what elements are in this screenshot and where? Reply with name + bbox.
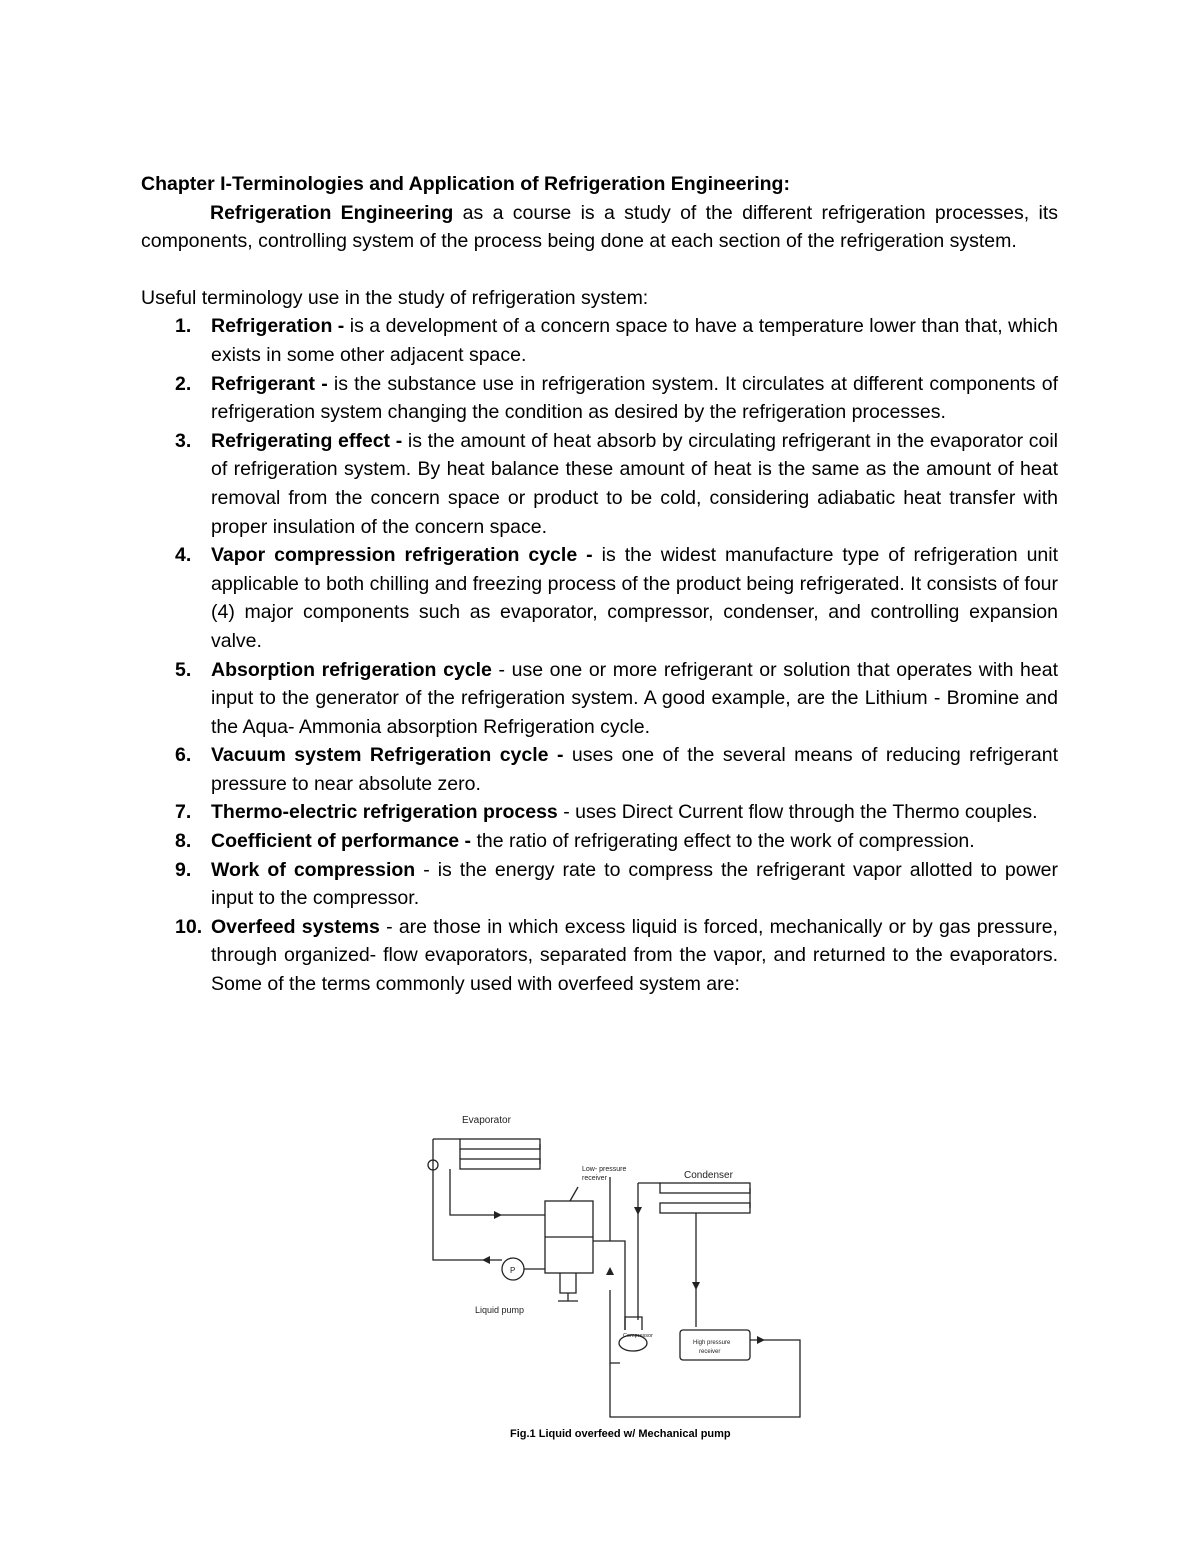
evaporator-coil — [460, 1139, 540, 1169]
list-item-number: 9. — [175, 858, 192, 881]
list-item-number: 3. — [175, 429, 192, 452]
low-pressure-receiver-label-1: Low- pressure — [582, 1166, 627, 1173]
list-item-number: 10. — [175, 915, 203, 938]
intro-text: as a course is a study of the different refrigeration processes, its components, controlling system of the process being done at each section of the refrigeration system. — [141, 201, 1058, 253]
list-item-term: Thermo-electric refrigeration process — [211, 801, 558, 824]
list-item — [141, 370, 1058, 427]
evaporator-label: Evaporator — [462, 1115, 511, 1126]
list-item-term: Refrigerant - — [211, 372, 334, 395]
list-item-text: - is the energy rate to compress the refrigerant vapor allotted to power input to the compressor. — [211, 858, 1059, 910]
condenser-coil — [660, 1183, 750, 1213]
intro-term: Refrigeration Engineering — [210, 201, 454, 224]
evaporator-return-line — [450, 1169, 545, 1215]
list-item-term: Refrigeration - — [211, 315, 350, 338]
list-item-text: is the widest manufacture type of refrigeration unit applicable to both chilling and freezing process of the product being refrigerated. It consists of four (4) major components such as evaporator, compressor, condenser, and controlling expansion valve. — [211, 544, 1059, 652]
pump-symbol: P — [510, 1266, 516, 1275]
receiver-sump — [560, 1273, 576, 1293]
list-item-text: is a development of a concern space to have a temperature lower than that, which exists in some other adjacent space. — [211, 315, 1059, 366]
liquid-pump-label: Liquid pump — [475, 1305, 525, 1315]
list-item-term: Coefficient of performance - — [211, 830, 477, 853]
list-item-text: is the substance use in refrigeration system. It circulates at different components of refrigeration system changing the condition as desired by the refrigeration processes. — [211, 372, 1058, 424]
list-item-number: 8. — [175, 830, 192, 853]
document-body — [141, 170, 1058, 999]
list-item-number: 5. — [175, 658, 192, 681]
list-item-term: Overfeed systems — [211, 915, 380, 938]
high-pressure-receiver-label-1: High pressure — [693, 1340, 731, 1346]
compressor-suction-line — [610, 1290, 620, 1363]
low-pressure-receiver-label-2: receiver — [582, 1175, 607, 1182]
compressor-head — [625, 1317, 642, 1330]
list-item-term: Work of compression — [211, 858, 416, 881]
list-item-text: - use one or more refrigerant or solution that operates with heat input to the generator of the refrigeration system. A good example, are the Lithium - Bromine and the Aqua- Ammonia absorption Refrigeration cycle. — [211, 658, 1058, 738]
list-item-text: uses one of the several means of reducing refrigerant pressure to near absolute zero. — [211, 744, 1058, 795]
receiver-stand — [558, 1293, 578, 1301]
list-item — [141, 427, 1058, 541]
receiver-pointer — [570, 1187, 578, 1201]
list-item-number: 6. — [175, 744, 192, 767]
figure-caption: Fig.1 Liquid overfeed w/ Mechanical pump — [510, 1428, 731, 1440]
compressor-label: Compressor — [623, 1333, 653, 1339]
list-item-term: Absorption refrigeration cycle — [211, 658, 492, 681]
list-item-term: Vacuum system Refrigeration cycle - — [211, 744, 572, 767]
list-item-text: - are those in which excess liquid is forced, mechanically or by gas pressure, through organized- flow evaporators, separated from the vapor, and returned to the evaporators. Some of the terms commonly used with overfeed system are: — [211, 915, 1058, 996]
condenser-label: Condenser — [684, 1170, 733, 1181]
high-pressure-receiver-label-2: receiver — [699, 1349, 721, 1355]
list-item-number: 4. — [175, 544, 192, 567]
chapter-title: Chapter I-Terminologies and Application of Refrigeration Engineering: — [141, 173, 790, 195]
flow-arrows — [482, 1207, 765, 1344]
list-item-number: 1. — [175, 315, 192, 338]
diagram-svg — [420, 1105, 820, 1450]
list-lead: Useful terminology use in the study of refrigeration system: — [141, 286, 649, 309]
list-item-text: the ratio of refrigerating effect to the work of compression. — [476, 830, 975, 853]
intro-paragraph — [141, 199, 1058, 256]
list-item-text: is the amount of heat absorb by circulating refrigerant in the evaporator coil of refrigeration system. By heat balance these amount of heat is the same as the amount of heat removal from the concern space or product to be cold, considering adiabatic heat transfer with proper insulation of the concern space. — [211, 429, 1058, 538]
terminology-list — [141, 312, 1058, 998]
list-item — [141, 656, 1058, 742]
receiver-vapor-line — [593, 1177, 625, 1330]
list-item — [141, 312, 1058, 369]
list-item-text: - uses Direct Current flow through the Thermo couples. — [557, 801, 1038, 824]
list-item — [141, 741, 1058, 798]
compressor-discharge-line — [638, 1183, 660, 1320]
list-item — [141, 541, 1058, 655]
list-item — [141, 913, 1058, 999]
list-item-term: Refrigerating effect - — [211, 429, 408, 452]
list-item — [141, 827, 1058, 856]
list-item — [141, 856, 1058, 913]
overfeed-diagram — [420, 1105, 820, 1450]
list-item — [141, 798, 1058, 827]
list-item-term: Vapor compression refrigeration cycle - — [211, 544, 602, 567]
list-item-number: 7. — [175, 801, 192, 824]
pump-discharge-line — [433, 1139, 502, 1260]
list-item-number: 2. — [175, 372, 192, 395]
